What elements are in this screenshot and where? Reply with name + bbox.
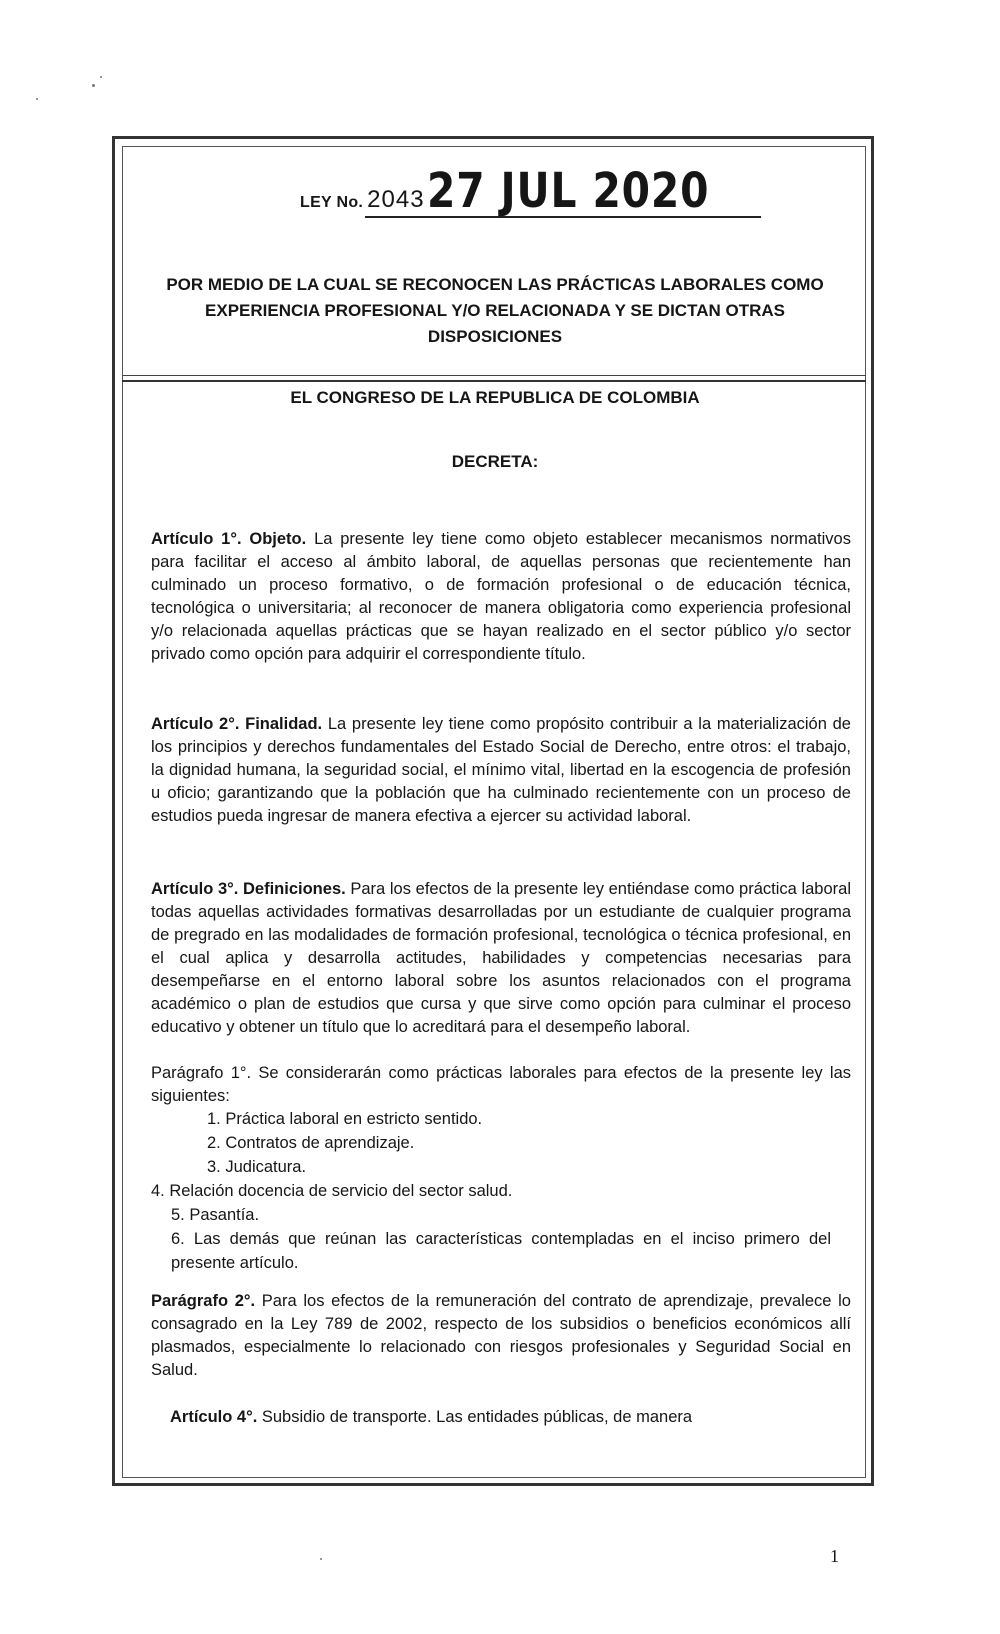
article-4-heading: Artículo 4°. <box>170 1408 258 1426</box>
article-2-text: La presente ley tiene como propósito contribuir a la materialización de los principios y derechos fundamentales del Estado Social de Derecho, entre otros: el trabajo, la dignidad humana, la seguridad social, el mínimo vital, libertad en la escogencia de profesión u oficio; garantizando que la población que ha culminado recientemente con un proceso de estudios pueda ingresar de manera efectiva a ejercer su actividad laboral. <box>151 715 851 825</box>
law-title: POR MEDIO DE LA CUAL SE RECONOCEN LAS PRÁCTICAS LABORALES COMO EXPERIENCIA PROFESIONAL Y/O RELACIONADA Y SE DICTAN OTRAS DISPOSICIONES <box>166 275 824 346</box>
page-number: 1 <box>830 1546 839 1566</box>
law-number-line <box>365 163 761 219</box>
article-2-heading: Artículo 2°. Finalidad. <box>151 715 323 733</box>
decree-heading: DECRETA: <box>451 452 539 471</box>
law-number: 2043 <box>367 186 425 213</box>
article-3-heading: Artículo 3°. Definiciones. <box>151 880 346 898</box>
scan-speck <box>92 84 95 87</box>
scan-speck <box>36 98 38 100</box>
article-2 <box>151 713 851 828</box>
paragraph-2-heading: Parágrafo 2°. <box>151 1292 256 1310</box>
scan-speck <box>100 76 102 78</box>
list-item <box>151 1227 851 1275</box>
article-4 <box>170 1406 830 1429</box>
paragraph-1: Parágrafo 1°. Se considerarán como prácticas laborales para efectos de la presente ley las siguientes: <box>151 1064 851 1105</box>
list-item: 3. Judicatura. <box>207 1158 307 1176</box>
list-item: 4. Relación docencia de servicio del sector salud. <box>151 1182 513 1200</box>
practice-types-list <box>151 1107 851 1275</box>
congress-heading: EL CONGRESO DE LA REPUBLICA DE COLOMBIA <box>290 388 700 407</box>
law-number-row <box>300 158 761 218</box>
article-3-text: Para los efectos de la presente ley entiéndase como práctica laboral todas aquellas actividades formativas desarrolladas por un estudiante de cualquier programa de pregrado en las modalidades de formación profesional, tecnológica o técnica profesional, en el cual aplica y desarrolla actitudes, habilidades y competencias necesarias para desempeñarse en el entorno laboral sobre los asuntos relacionados con el programa académico o plan de estudios que cursa y que sirve como opción para culminar el proceso educativo y obtener un título que lo acreditará para el desempeño laboral. <box>151 880 851 1036</box>
law-label: LEY No. <box>300 194 364 211</box>
law-date-stamp: 27 JUL 2020 <box>426 163 709 219</box>
paragraph-2 <box>151 1290 851 1382</box>
list-item: 2. Contratos de aprendizaje. <box>207 1134 415 1152</box>
list-item: 1. Práctica laboral en estricto sentido. <box>207 1110 483 1128</box>
list-item: 5. Pasantía. <box>171 1206 260 1224</box>
header-divider <box>122 375 866 376</box>
article-1-heading: Artículo 1°. Objeto. <box>151 530 307 548</box>
list-item-text: 6. Las demás que reúnan las características contempladas en el inciso primero del presente artículo. <box>171 1230 831 1272</box>
article-1-text: La presente ley tiene como objeto establecer mecanismos normativos para facilitar el acceso al ámbito laboral, de aquellas personas que recientemente han culminado un proceso formativo, o de formación profesional o de educación técnica, tecnológica o universitaria; al reconocer de manera obligatoria como experiencia profesional y/o relacionada aquellas prácticas que se hayan realizado en el sector público y/o sector privado como opción para adquirir el correspondiente título. <box>151 530 851 663</box>
paragraph-2-text: Para los efectos de la remuneración del contrato de aprendizaje, prevalece lo consagrado en la Ley 789 de 2002, respecto de los subsidios o beneficios económicos allí plasmados, especialmente lo relacionado con riesgos profesionales y Seguridad Social en Salud. <box>151 1292 851 1379</box>
article-1 <box>151 528 851 666</box>
scan-speck <box>320 1558 322 1560</box>
header-divider-thick <box>122 380 866 382</box>
article-3 <box>151 878 851 1039</box>
article-4-text: Subsidio de transporte. Las entidades públicas, de manera <box>261 1408 693 1426</box>
